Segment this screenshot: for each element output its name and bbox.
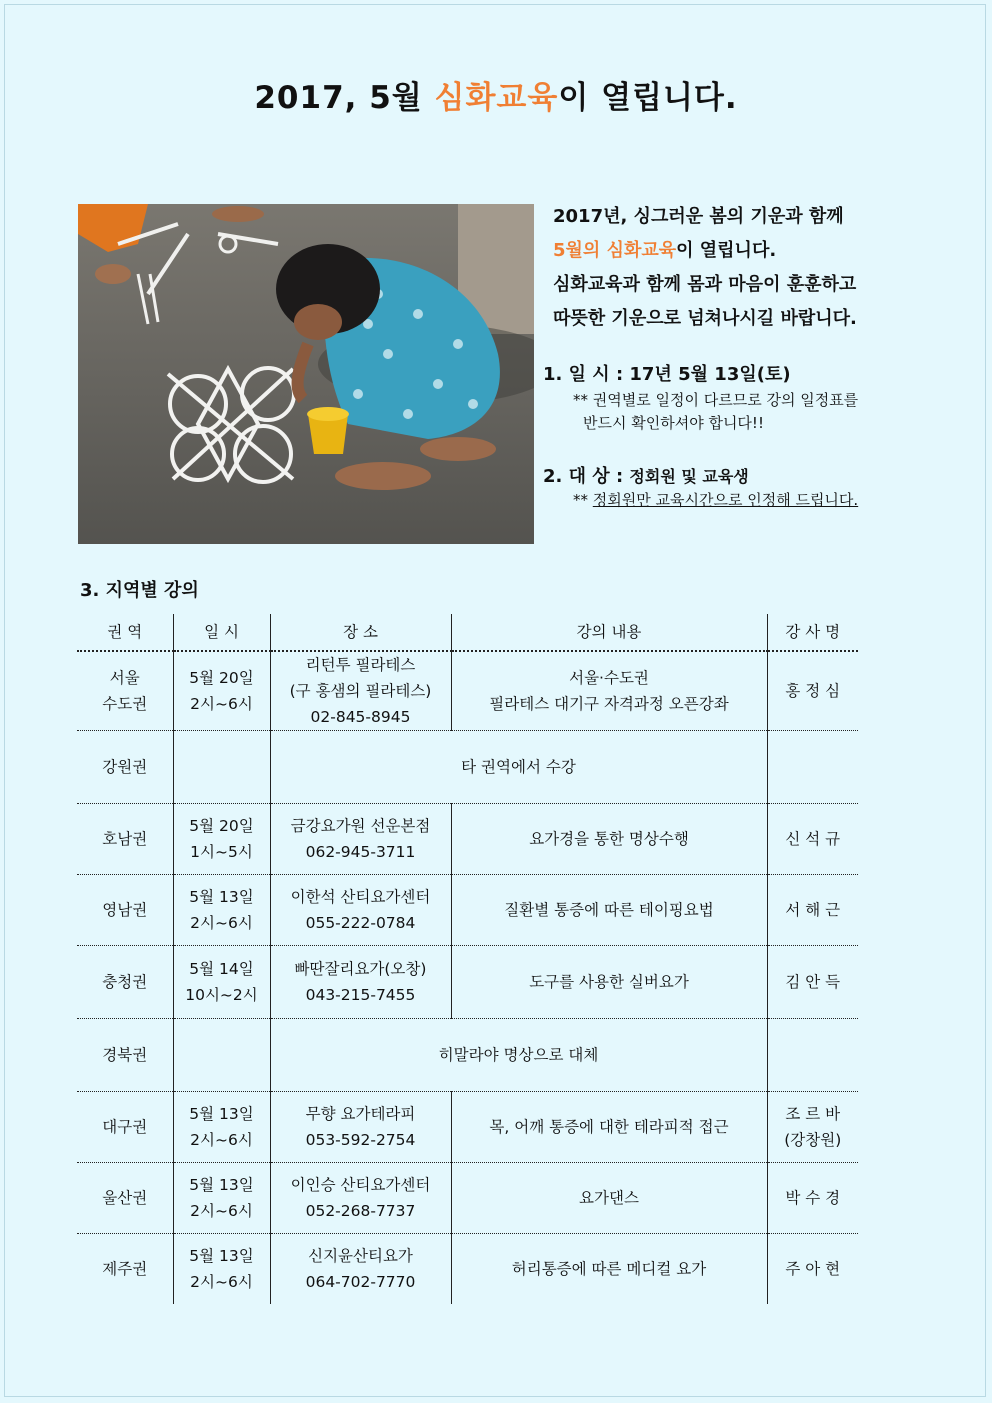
target-item: 2. 대 상 : 정회원 및 교육생 xyxy=(543,466,749,487)
table-header-row xyxy=(77,614,858,651)
region-cell: 충청권 xyxy=(77,946,173,1019)
content-cell: 목, 어깨 통증에 대한 테라피적 접근 xyxy=(451,1092,767,1163)
content-cell: 요가댄스 xyxy=(451,1163,767,1234)
region-cell: 대구권 xyxy=(77,1092,173,1163)
region-cell: 호남권 xyxy=(77,804,173,875)
region-cell: 영남권 xyxy=(77,875,173,946)
table-header-cell: 강의 내용 xyxy=(451,614,767,651)
table-row xyxy=(77,1163,858,1234)
table-row xyxy=(77,651,858,731)
lecture-table xyxy=(77,614,858,1304)
table-row xyxy=(77,804,858,875)
place-cell: 이한석 산티요가센터 055-222-0784 xyxy=(270,875,451,946)
target-note: ** 정회원만 교육시간으로 인정해 드립니다. xyxy=(573,491,859,509)
place-cell: 리턴투 필라테스 (구 홍샘의 필라테스) 02-845-8945 xyxy=(270,651,451,731)
table-header-cell: 강 사 명 xyxy=(767,614,858,651)
table-row xyxy=(77,875,858,946)
content-cell: 서울·수도권 필라테스 대기구 자격과정 오픈강좌 xyxy=(451,651,767,731)
region-cell: 제주권 xyxy=(77,1234,173,1305)
table-row xyxy=(77,731,858,804)
date-cell: 5월 20일 1시~5시 xyxy=(173,804,270,875)
date-cell: 5월 13일 2시~6시 xyxy=(173,875,270,946)
table-row xyxy=(77,1092,858,1163)
merged-note-cell: 히말라야 명상으로 대체 xyxy=(270,1019,767,1092)
date-cell: 5월 14일 10시~2시 xyxy=(173,946,270,1019)
date-cell: 5월 20일 2시~6시 xyxy=(173,651,270,731)
place-cell: 신지윤산티요가 064-702-7770 xyxy=(270,1234,451,1305)
teacher-cell: 홍 정 심 xyxy=(767,651,858,731)
teacher-cell: 박 수 경 xyxy=(767,1163,858,1234)
region-cell: 서울 수도권 xyxy=(77,651,173,731)
content-cell: 도구를 사용한 실버요가 xyxy=(451,946,767,1019)
schedule-item: 1. 일 시 : 17년 5월 13일(토) xyxy=(543,364,791,385)
merged-note-cell: 타 권역에서 수강 xyxy=(270,731,767,804)
section-title-regional-lectures: 3. 지역별 강의 xyxy=(80,580,199,601)
empty-date-cell xyxy=(173,731,270,804)
content-cell: 허리통증에 따른 메디컬 요가 xyxy=(451,1234,767,1305)
table-row xyxy=(77,946,858,1019)
table-header-cell: 장 소 xyxy=(270,614,451,651)
intro-text: 2017년, 싱그러운 봄의 기운과 함께 5월의 심화교육이 열립니다. 심화교육과 함께 몸과 마음이 훈훈하고 따뜻한 기운으로 넘쳐나시길 바랍니다. xyxy=(553,206,857,329)
teacher-cell: 조 르 바 (강창원) xyxy=(767,1092,858,1163)
region-cell: 강원권 xyxy=(77,731,173,804)
table-row xyxy=(77,1019,858,1092)
place-cell: 이인승 산티요가센터 052-268-7737 xyxy=(270,1163,451,1234)
teacher-cell: 서 해 근 xyxy=(767,875,858,946)
content-cell: 요가경을 통한 명상수행 xyxy=(451,804,767,875)
empty-teacher-cell xyxy=(767,731,858,804)
place-cell: 빠딴잘리요가(오창) 043-215-7455 xyxy=(270,946,451,1019)
region-cell: 경북권 xyxy=(77,1019,173,1092)
table-header-cell: 권 역 xyxy=(77,614,173,651)
place-cell: 무향 요가테라피 053-592-2754 xyxy=(270,1092,451,1163)
photo-girl-drawing-kolam xyxy=(78,204,534,544)
table-row xyxy=(77,1234,858,1305)
empty-teacher-cell xyxy=(767,1019,858,1092)
date-cell: 5월 13일 2시~6시 xyxy=(173,1234,270,1305)
teacher-cell: 김 안 득 xyxy=(767,946,858,1019)
teacher-cell: 주 아 현 xyxy=(767,1234,858,1305)
empty-date-cell xyxy=(173,1019,270,1092)
content-cell: 질환별 통증에 따른 테이핑요법 xyxy=(451,875,767,946)
region-cell: 울산권 xyxy=(77,1163,173,1234)
place-cell: 금강요가원 선운본점 062-945-3711 xyxy=(270,804,451,875)
teacher-cell: 신 석 규 xyxy=(767,804,858,875)
page-title: 2017, 5월 심화교육이 열립니다. xyxy=(254,80,738,116)
date-cell: 5월 13일 2시~6시 xyxy=(173,1092,270,1163)
table-header-cell: 일 시 xyxy=(173,614,270,651)
date-cell: 5월 13일 2시~6시 xyxy=(173,1163,270,1234)
schedule-note: ** 권역별로 일정이 다르므로 강의 일정표를 반드시 확인하셔야 합니다!! xyxy=(573,391,859,432)
